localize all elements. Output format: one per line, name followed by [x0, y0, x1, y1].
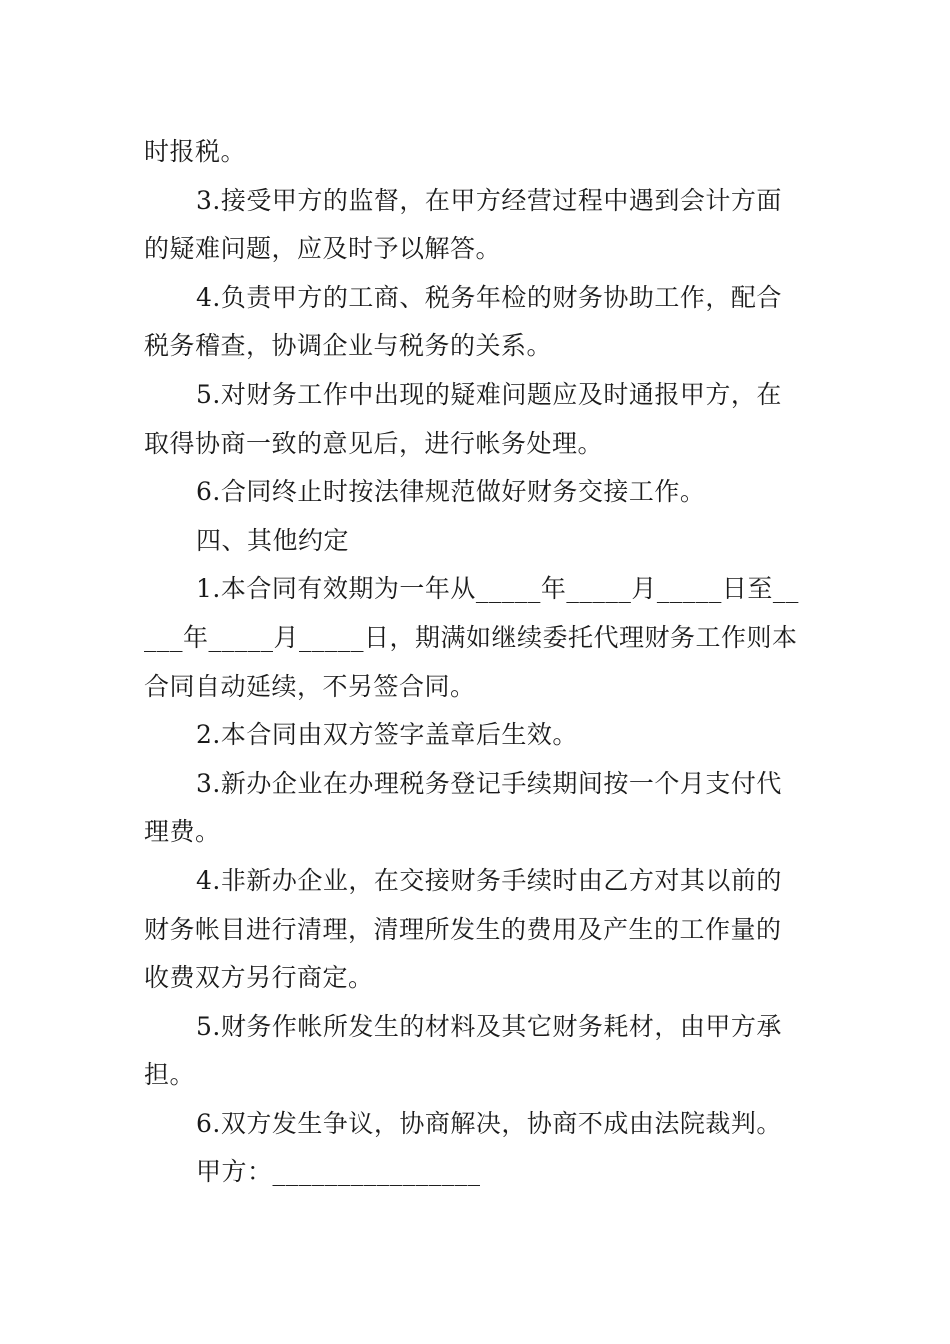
text-line: 合同自动延续，不另签合同。	[144, 671, 476, 701]
text-line: 5.对财务工作中出现的疑难问题应及时通报甲方，在	[196, 379, 782, 409]
section-heading: 四、其他约定	[196, 525, 350, 555]
text-line: 4.非新办企业，在交接财务手续时由乙方对其以前的	[196, 865, 782, 895]
text-line: 理费。	[144, 817, 221, 847]
text-line: 6.合同终止时按法律规范做好财务交接工作。	[196, 477, 706, 507]
text-line: 担。	[144, 1060, 196, 1090]
text-line: 的疑难问题，应及时予以解答。	[144, 234, 502, 264]
text-line: 1.本合同有效期为一年从_____年_____月_____日至__	[196, 574, 799, 604]
text-line: 2.本合同由双方签字盖章后生效。	[196, 720, 578, 750]
text-line: 3.接受甲方的监督，在甲方经营过程中遇到会计方面	[196, 185, 782, 215]
text-line: 税务稽查，协调企业与税务的关系。	[144, 331, 553, 361]
text-line: ___年_____月_____日，期满如继续委托代理财务工作则本	[144, 622, 798, 652]
signature-line-party-a: 甲方：________________	[196, 1157, 481, 1187]
text-line: 收费双方另行商定。	[144, 963, 374, 993]
text-line: 财务帐目进行清理，清理所发生的费用及产生的工作量的	[144, 914, 782, 944]
contract-text	[144, 128, 810, 1197]
text-line: 6.双方发生争议，协商解决，协商不成由法院裁判。	[196, 1108, 782, 1138]
text-line: 3.新办企业在办理税务登记手续期间按一个月支付代	[196, 768, 782, 798]
text-line: 时报税。	[144, 137, 247, 166]
text-line: 取得协商一致的意见后，进行帐务处理。	[144, 428, 604, 458]
text-line: 5.财务作帐所发生的材料及其它财务耗材，由甲方承	[196, 1011, 782, 1041]
text-line: 4.负责甲方的工商、税务年检的财务协助工作，配合	[196, 282, 782, 312]
